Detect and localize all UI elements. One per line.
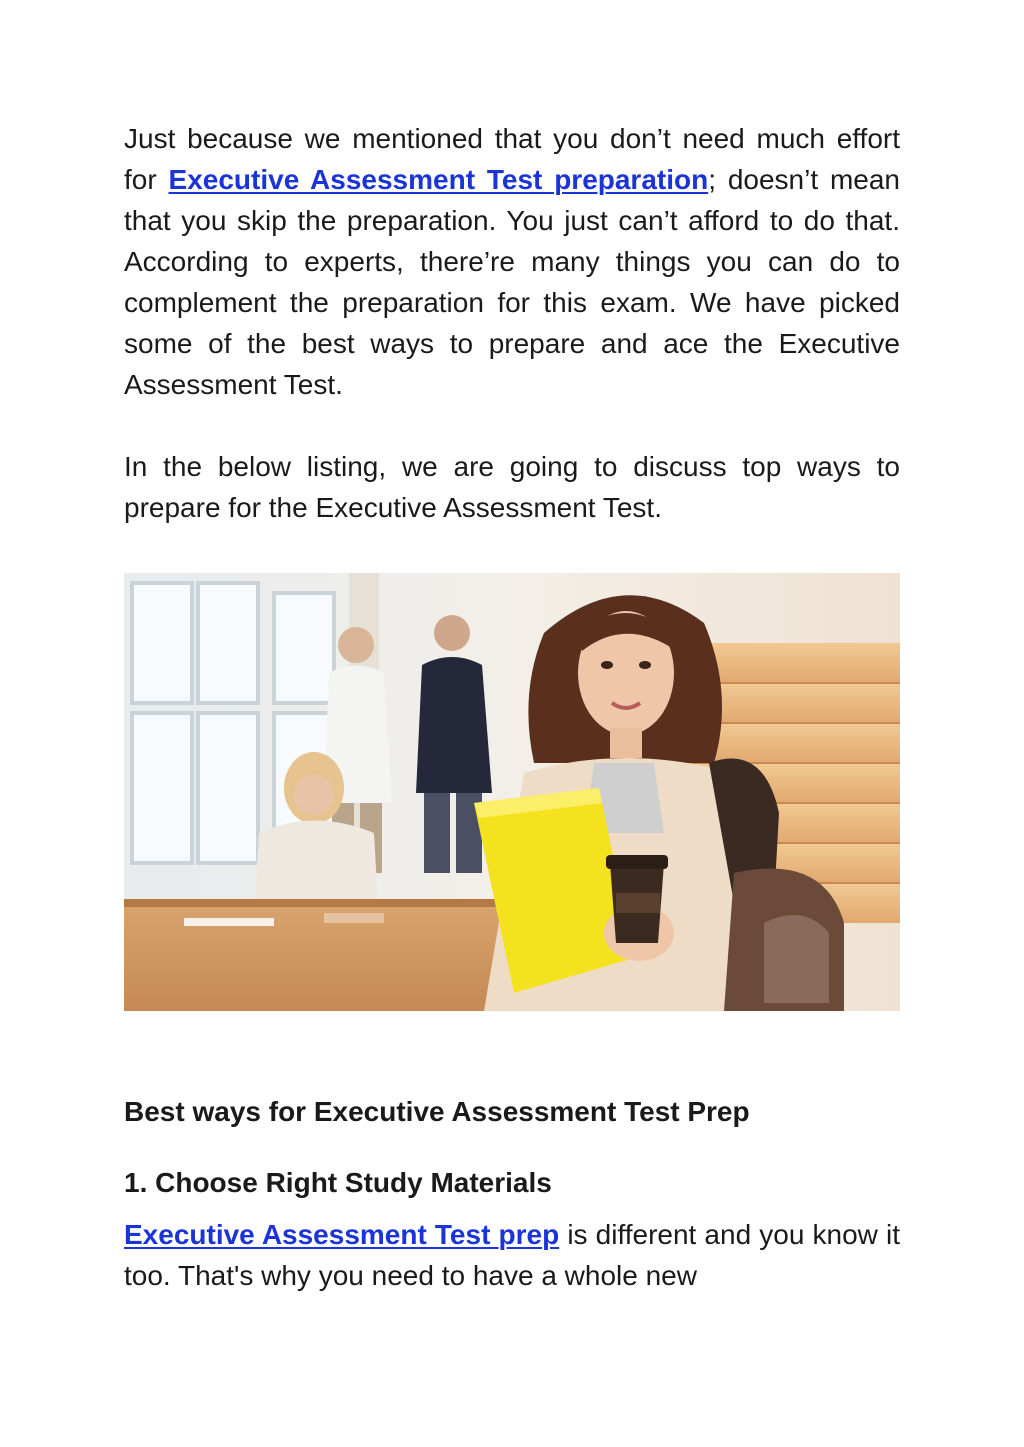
step-body [124,1214,900,1296]
step-heading: 1. Choose Right Study Materials [124,1167,552,1198]
listing-intro-paragraph: In the below listing, we are going to discuss top ways to prepare for the Executive Assessment Test. [124,451,900,523]
intro-text-end: ; doesn’t mean that you skip the preparation. You just can’t afford to do that. According to experts, there’re many things you can do to complement the preparation for this exam. We have picked some of the best ways to prepare and ace the Executive Assessment Test. [124,164,900,400]
exec-assessment-test-prep-link[interactable]: Executive Assessment Test prep [124,1219,560,1250]
exec-assessment-prep-link[interactable]: Executive Assessment Test preparation [168,164,709,195]
intro-text-start: Just because we mentioned that you don’t need much effort for [124,123,900,195]
student-photo [124,573,900,1011]
step-paragraph-text: is different and you know it too. That's why you need to have a whole new [124,1219,900,1291]
document-body [124,118,900,528]
step-paragraph [124,1214,900,1296]
section-heading: Best ways for Executive Assessment Test Prep [124,1096,750,1127]
intro-paragraph [124,118,900,405]
